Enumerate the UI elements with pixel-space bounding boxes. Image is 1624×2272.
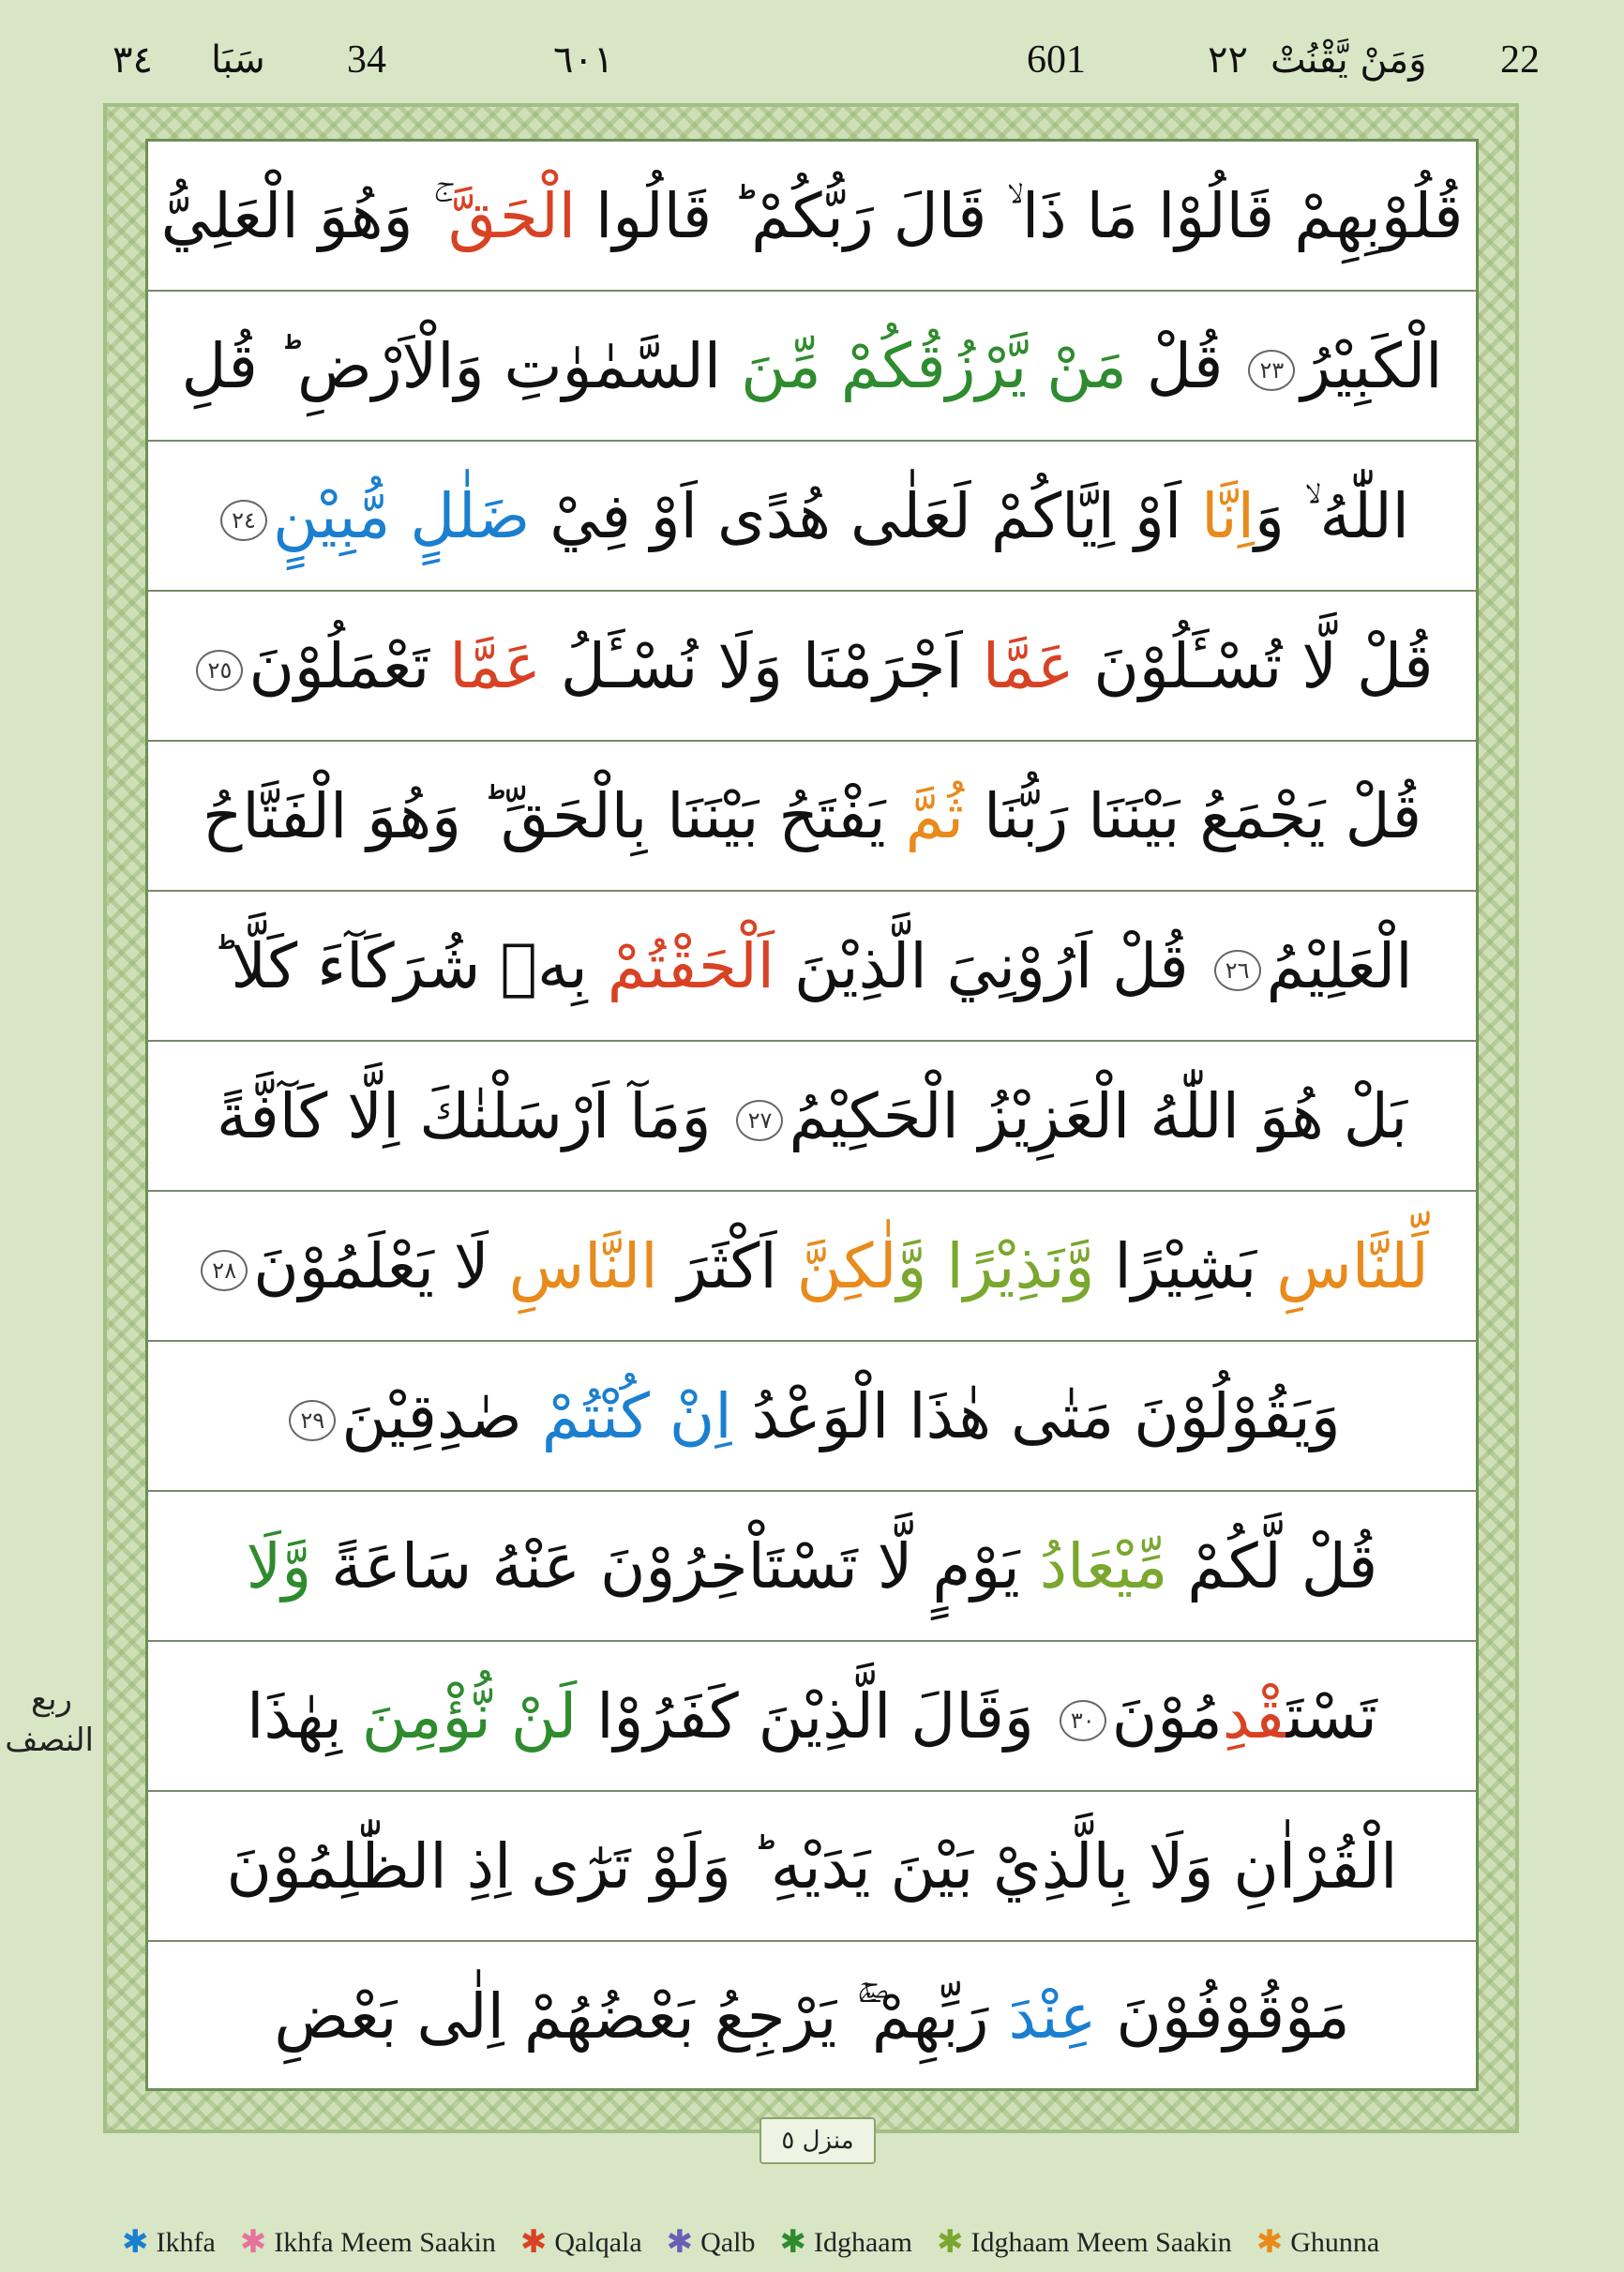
text-segment: اَلْحَقْتُمْ xyxy=(607,930,775,1002)
rub-side-mark: ربع النصف xyxy=(5,1680,94,1759)
star-icon: ✱ xyxy=(122,2225,149,2260)
quran-text-area xyxy=(145,139,1479,2091)
text-segment: تَعْمَلُوْنَ xyxy=(248,630,450,702)
text-line xyxy=(148,1792,1476,1942)
star-icon: ✱ xyxy=(1256,2225,1284,2260)
surah-arabic-number: ٣٤ xyxy=(113,38,153,82)
text-segment: اللّٰهُ ۙ وَ xyxy=(1254,480,1410,552)
text-segment: الْقُرْاٰنِ وَلَا بِالَّذِيْ بَيْنَ يَدَيْهِ ؕ وَلَوْ تَرٰٓى اِذِ الظّٰلِمُوْنَ xyxy=(226,1830,1398,1903)
text-segment: عَمَّا xyxy=(982,630,1075,702)
text-line xyxy=(148,442,1476,592)
legend-item xyxy=(937,2227,1232,2259)
text-segment: مَوْقُوْفُوْنَ xyxy=(1096,1980,1350,2053)
page-header xyxy=(0,0,1624,111)
legend-label: Ikhfa xyxy=(156,2227,216,2258)
text-segment: الْعَلِيْمُ xyxy=(1266,930,1413,1002)
ayah-number-marker: ٣٠ xyxy=(1060,1700,1106,1741)
text-line xyxy=(148,1042,1476,1192)
legend-label: Ghunna xyxy=(1290,2227,1380,2258)
star-icon: ✱ xyxy=(239,2225,267,2260)
text-segment: وَّنَذِيْرًا وَّ xyxy=(896,1230,1095,1302)
text-segment: الْكَبِيْرُ xyxy=(1301,330,1443,402)
text-line xyxy=(148,1942,1476,2092)
text-segment: لٰكِنَّ xyxy=(796,1230,897,1302)
text-segment: قُلْ لَّكُمْ xyxy=(1167,1530,1378,1602)
text-segment: عَمَّا xyxy=(449,630,541,702)
page-arabic-number: ٦٠١ xyxy=(553,38,614,82)
text-line xyxy=(148,292,1476,442)
text-segment: قُلْ يَجْمَعُ بَيْنَنَا رَبُّنَا xyxy=(963,780,1422,852)
ayah-number-marker: ٢٧ xyxy=(736,1100,783,1141)
text-segment: اَكْثَرَ xyxy=(657,1230,797,1302)
legend-item xyxy=(780,2227,912,2259)
text-line xyxy=(148,742,1476,892)
text-line xyxy=(148,1192,1476,1342)
text-segment: قُلُوْبِهِمْ قَالُوْا مَا ذَا ۙ قَالَ رَبُّكُمْ ؕ قَالُوا xyxy=(576,180,1464,252)
legend-label: Qalqala xyxy=(554,2227,642,2258)
text-segment: تَسْتَ xyxy=(1286,1680,1377,1753)
text-segment: وَّلَا xyxy=(246,1530,312,1602)
text-segment: وَمَآ اَرْسَلْنٰكَ اِلَّا كَآفَّةً xyxy=(216,1080,731,1152)
text-segment: مُوْنَ xyxy=(1111,1680,1223,1753)
text-line xyxy=(148,892,1476,1042)
text-segment: قُلْ xyxy=(1126,330,1243,402)
text-segment: قُلْ اَرُوْنِيَ الَّذِيْنَ xyxy=(774,930,1209,1002)
ayah-number-marker: ٢٥ xyxy=(196,650,243,691)
text-segment: بِهٰذَا xyxy=(247,1680,362,1753)
star-icon: ✱ xyxy=(519,2225,548,2260)
text-segment: صٰدِقِيْنَ xyxy=(341,1380,542,1452)
text-segment: ضَلٰلٍ مُّبِيْنٍ xyxy=(272,480,531,552)
text-segment: اِنْ كُنْتُمْ xyxy=(541,1380,732,1452)
juz-number: 22 xyxy=(1500,38,1540,82)
text-segment: مِّيْعَادُ xyxy=(1039,1530,1168,1602)
text-segment: قُلْ لَّا تُسْـَٔلُوْنَ xyxy=(1074,630,1434,702)
legend-item xyxy=(240,2227,496,2259)
text-line xyxy=(148,1342,1476,1492)
legend-item xyxy=(520,2227,642,2259)
text-segment: الْحَقَّ xyxy=(447,180,577,252)
text-segment: يَفْتَحُ بَيْنَنَا بِالْحَقِّ ؕ وَهُوَ الْفَتَّاحُ xyxy=(202,780,906,852)
text-segment: مَنْ يَّرْزُقُكُمْ مِّنَ xyxy=(741,330,1127,402)
text-segment: رَبِّهِمْ ۖۚ يَرْجِعُ بَعْضُهُمْ اِلٰى بَعْضِ xyxy=(274,1980,1009,2053)
text-segment: وَيَقُوْلُوْنَ مَتٰى هٰذَا الْوَعْدُ xyxy=(731,1380,1341,1452)
text-segment: لَنْ نُّؤْمِنَ xyxy=(361,1680,578,1753)
ayah-number-marker: ٢٣ xyxy=(1248,350,1295,391)
text-segment: ۚ وَهُوَ الْعَلِيُّ xyxy=(160,180,448,252)
page-number: 601 xyxy=(1027,38,1086,82)
text-segment: اَوْ اِيَّاكُمْ لَعَلٰى هُدًى اَوْ فِيْ xyxy=(530,480,1202,552)
text-segment: بِهٖ شُرَكَآءَ كَلَّا ؕ xyxy=(211,930,608,1002)
ayah-number-marker: ٢٩ xyxy=(289,1400,336,1441)
text-line xyxy=(148,142,1476,292)
text-segment: النَّاسِ xyxy=(508,1230,658,1302)
text-segment: عِنْدَ xyxy=(1008,1980,1097,2053)
legend-label: Qalb xyxy=(700,2227,756,2258)
text-segment: وَقَالَ الَّذِيْنَ كَفَرُوْا xyxy=(577,1680,1054,1753)
text-line xyxy=(148,1642,1476,1792)
legend-label: Ikhfa Meem Saakin xyxy=(274,2227,496,2258)
ayah-number-marker: ٢٦ xyxy=(1214,950,1261,991)
star-icon: ✱ xyxy=(779,2225,806,2260)
star-icon: ✱ xyxy=(936,2225,964,2260)
juz-name: وَمَنْ يَّقْنُتْ xyxy=(1271,38,1427,82)
tajweed-legend xyxy=(122,2220,1528,2265)
text-segment: ثُمَّ xyxy=(905,780,964,852)
legend-item xyxy=(667,2227,756,2259)
legend-item xyxy=(122,2227,216,2259)
legend-item xyxy=(1256,2227,1379,2259)
text-segment: لِّلنَّاسِ xyxy=(1276,1230,1429,1302)
text-line xyxy=(148,592,1476,742)
legend-label: Idghaam xyxy=(814,2227,912,2258)
manzil-label: منزل ٥ xyxy=(759,2117,876,2164)
legend-label: Idghaam Meem Saakin xyxy=(970,2227,1232,2258)
star-icon: ✱ xyxy=(666,2225,694,2260)
text-segment: اَجْرَمْنَا وَلَا نُسْـَٔلُ xyxy=(540,630,983,702)
surah-name: سَبَا xyxy=(211,38,265,82)
text-segment: اِنَّا xyxy=(1201,480,1255,552)
text-segment: لَا يَعْلَمُوْنَ xyxy=(253,1230,509,1302)
text-segment: بَشِيْرًا xyxy=(1094,1230,1277,1302)
surah-number: 34 xyxy=(347,38,386,82)
text-segment: بَلْ هُوَ اللّٰهُ الْعَزِيْزُ الْحَكِيْمُ xyxy=(789,1080,1408,1152)
text-segment: السَّمٰوٰتِ وَالْاَرْضِ ؕ قُلِ xyxy=(181,330,742,402)
text-segment: قْدِ xyxy=(1222,1680,1286,1753)
juz-arabic-number: ٢٢ xyxy=(1208,38,1248,82)
text-line xyxy=(148,1492,1476,1642)
text-segment: يَوْمٍ لَّا تَسْتَاْخِرُوْنَ عَنْهُ سَاعَةً xyxy=(311,1530,1040,1602)
ayah-number-marker: ٢٨ xyxy=(201,1250,248,1291)
ayah-number-marker: ٢٤ xyxy=(220,500,267,541)
